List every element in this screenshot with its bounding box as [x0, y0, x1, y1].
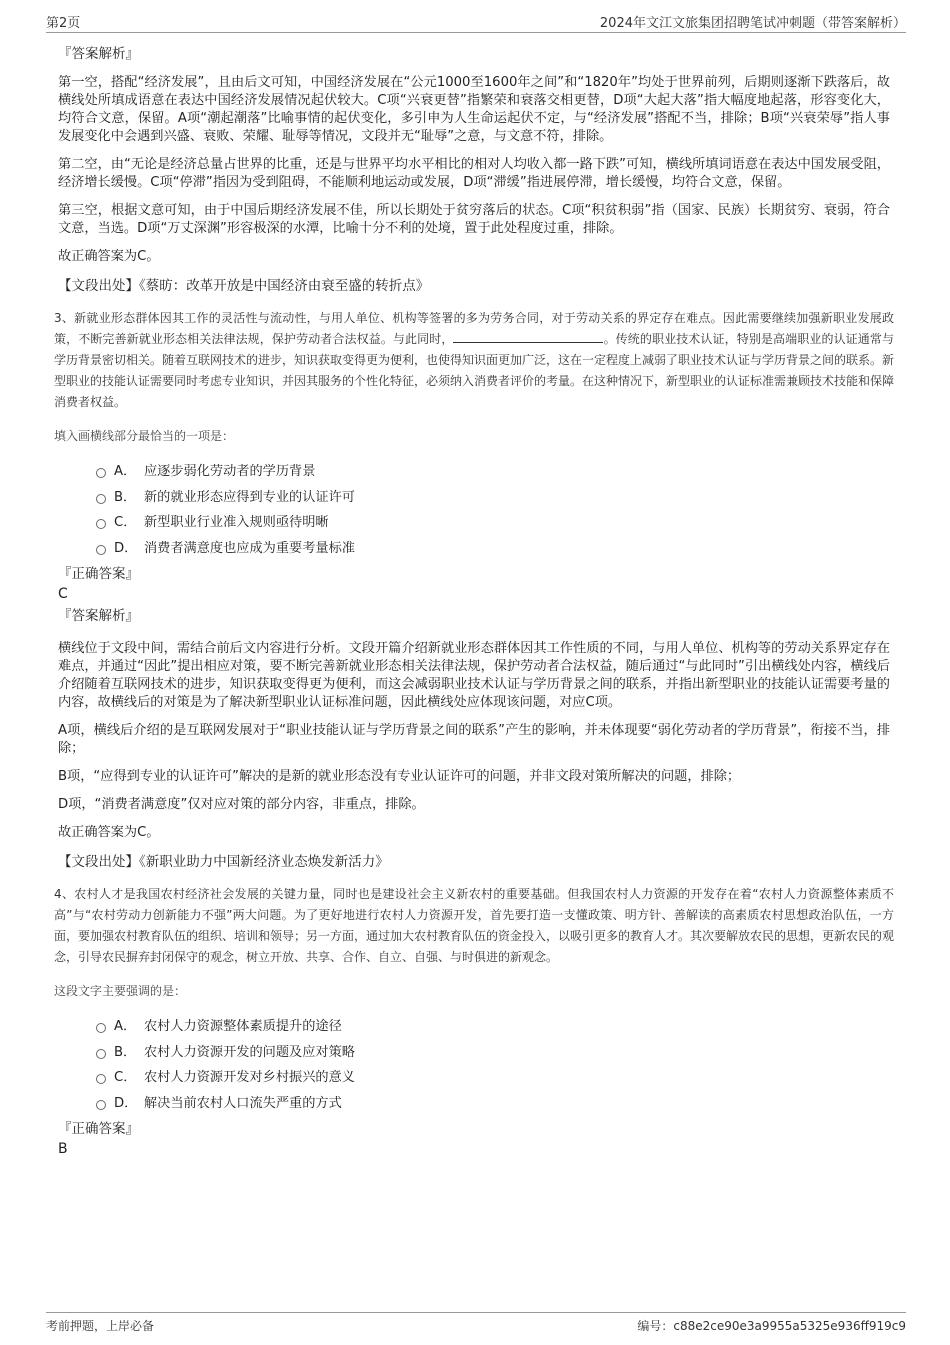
q4-option-b[interactable] [96, 1043, 890, 1063]
option-letter: A． [114, 464, 137, 479]
option-letter: D． [114, 540, 138, 556]
q3-stem-before: 3、新就业形态群体因其工作的灵活性与流动性，与用人单位、机构等签署的多为劳务合同，对于劳动关系的界定存在难点。因此需要继续加强新职业发展政策，不断完善新就业形态相关法律法规，保护劳动者合法权益。与此同时， [54, 311, 894, 346]
q2-source: 【文段出处】《蔡昉：改革开放是中国经济由衰至盛的转折点》 [58, 278, 430, 294]
q3-answer: C [58, 586, 68, 602]
q3-analysis-heading: 『答案解析』 [58, 608, 139, 624]
option-text: 解决当前农村人口流失严重的方式 [144, 1095, 342, 1111]
option-text: 农村人力资源整体素质提升的途径 [144, 1019, 342, 1034]
q3-option-d[interactable] [96, 539, 890, 559]
q4-option-c[interactable] [96, 1068, 890, 1088]
document-title: 2024年文江文旅集团招聘笔试冲刺题（带答案解析） [599, 16, 906, 31]
option-text: 消费者满意度也应成为重要考量标准 [144, 540, 355, 556]
radio-icon[interactable] [96, 1100, 106, 1110]
q2-analysis-para-3: 第三空，根据文意可知，由于中国后期经济发展不佳，所以长期处于贫穷落后的状态。C项“积贫积弱”指（国家、民族）长期贫穷、衰弱，符合文意，当选。D项“万丈深渊”形容极深的水潭，比喻十分不利的处境，置于此处程度过重，排除。 [58, 203, 890, 236]
q3-analysis-para-3: B项，“应得到专业的认证许可”解决的是新的就业形态没有专业认证许可的问题，并非文段对策所解决的问题，排除； [58, 769, 741, 784]
option-text: 应逐步弱化劳动者的学历背景 [144, 464, 316, 479]
page-header [46, 12, 906, 33]
radio-icon[interactable] [96, 494, 106, 504]
option-letter: C． [114, 1070, 137, 1085]
footer-slogan: 考前押题，上岸必备 [46, 1319, 155, 1333]
q2-analysis-para-1: 第一空，搭配“经济发展”，且由后文可知，中国经济发展在“公元1000至1600年之间”和“1820年”均处于世界前列，后期则逐渐下跌落后，故横线处所填成语意在表达中国经济发展情况起伏较大。C项“兴衰更替”指繁荣和衰落交相更替，D项“大起大落”指大幅度地起落，形容变化大，均符合文意，保留。A项“潮起潮落”比喻事情的起伏变化，多引申为人生命运起伏不定，与“经济发展”搭配不当，排除；B项“兴衰荣辱”指人事发展变化中会遇到兴盛、衰败、荣耀、耻辱等情况，文段并无“耻辱”之意，与文意不符，排除。 [58, 75, 890, 144]
option-letter: B． [114, 1044, 137, 1060]
q2-analysis-heading: 『答案解析』 [58, 46, 139, 62]
radio-icon[interactable] [96, 519, 106, 529]
q4-option-a[interactable] [96, 1017, 890, 1037]
option-letter: C． [114, 515, 137, 530]
q3-blank-line [453, 330, 603, 343]
page-footer [46, 1312, 906, 1335]
option-text: 新的就业形态应得到专业的认证许可 [144, 489, 355, 505]
q3-option-a[interactable] [96, 462, 890, 482]
option-letter: B． [114, 489, 137, 505]
q3-answer-heading: 『正确答案』 [58, 566, 139, 582]
option-text: 农村人力资源开发的问题及应对策略 [144, 1044, 355, 1060]
page-number: 第2页 [46, 16, 81, 31]
q3-analysis-para-2: A项，横线后介绍的是互联网发展对于“职业技能认证与学历背景之间的联系”产生的影响，并未体现要“弱化劳动者的学历背景”，衔接不当，排除； [58, 723, 890, 756]
q4-answer: B [58, 1141, 68, 1157]
q4-prompt: 这段文字主要强调的是： [54, 984, 187, 998]
q3-prompt: 填入画横线部分最恰当的一项是： [54, 429, 235, 443]
q3-analysis-para-1: 横线位于文段中间，需结合前后文内容进行分析。文段开篇介绍新就业形态群体因其工作性质的不同，与用人单位、机构等的劳动关系界定存在难点，并通过“因此”提出相应对策，要不断完善新就业形态相关法律法规，保护劳动者合法权益，随后通过“与此同时”引出横线处内容，横线后介绍随着互联网技术的进步，知识获取变得更为便利，而这会减弱职业技术认证与学历背景之间的联系，并指出新型职业的技能认证需要考量的内容，故横线后的对策是为了解决新型职业认证标准问题，因此横线处应体现该问题，对应C项。 [58, 641, 890, 710]
q3-conclusion: 故正确答案为C。 [58, 825, 160, 840]
radio-icon[interactable] [96, 1049, 106, 1059]
document-code: 编号：c88e2ce90e3a9955a5325e936ff919c9 [637, 1319, 906, 1333]
q3-analysis-para-4: D项，“消费者满意度”仅对应对策的部分内容，非重点，排除。 [58, 797, 425, 812]
radio-icon[interactable] [96, 1074, 106, 1084]
radio-icon[interactable] [96, 1023, 106, 1033]
page-content [54, 44, 895, 1161]
q2-analysis-para-2: 第二空，由“无论是经济总量占世界的比重，还是与世界平均水平相比的相对人均收入都一路下跌”可知，横线所填词语意在表达中国发展受阻，经济增长缓慢。C项“停滞”指因为受到阻碍，不能顺利地运动或发展，D项“滞缓”指进展停滞，增长缓慢，均符合文意，保留。 [58, 157, 890, 190]
q3-option-c[interactable] [96, 513, 890, 533]
q2-conclusion: 故正确答案为C。 [58, 249, 160, 264]
q4-option-d[interactable] [96, 1094, 890, 1114]
q4-answer-heading: 『正确答案』 [58, 1121, 139, 1137]
q3-source: 【文段出处】《新职业助力中国新经济业态焕发新活力》 [58, 854, 389, 870]
option-letter: A． [114, 1019, 137, 1034]
radio-icon[interactable] [96, 545, 106, 555]
option-text: 新型职业行业准入规则亟待明晰 [144, 515, 329, 530]
q3-stem-after: 。传统的职业技术认证，特别是高端职业的认证通常与学历背景密切相关。随着互联网技术的进步，知识获取变得更为便利，也使得知识面更加广泛，这在一定程度上减弱了职业技术认证与学历背景之间的联系。新型职业的技能认证需要同时考虑专业知识，并因其服务的个性化特征，必须纳入消费者评价的考量。在这种情况下，新型职业的认证标准需兼顾技术技能和保障消费者权益。 [54, 332, 895, 409]
option-text: 农村人力资源开发对乡村振兴的意义 [144, 1070, 355, 1085]
q3-stem [54, 308, 894, 413]
q3-option-b[interactable] [96, 488, 890, 508]
option-letter: D． [114, 1095, 138, 1111]
radio-icon[interactable] [96, 468, 106, 478]
q4-stem: 4、农村人才是我国农村经济社会发展的关键力量，同时也是建设社会主义新农村的重要基础。但我国农村人力资源的开发存在着“农村人力资源整体素质不高”与“农村劳动力创新能力不强”两大问题。为了更好地进行农村人力资源开发，首先要打造一支懂政策、明方针、善解读的高素质农村思想政治队伍，一方面，要加强农村教育队伍的组织、培训和领导；另一方面，通过加大农村教育队伍的资金投入，以吸引更多的教育人才。其次要解放农民的思想，更新农民的观念，引导农民摒弃封闭保守的观念，树立开放、共享、合作、自立、自强、与时俱进的新观念。 [54, 887, 895, 964]
